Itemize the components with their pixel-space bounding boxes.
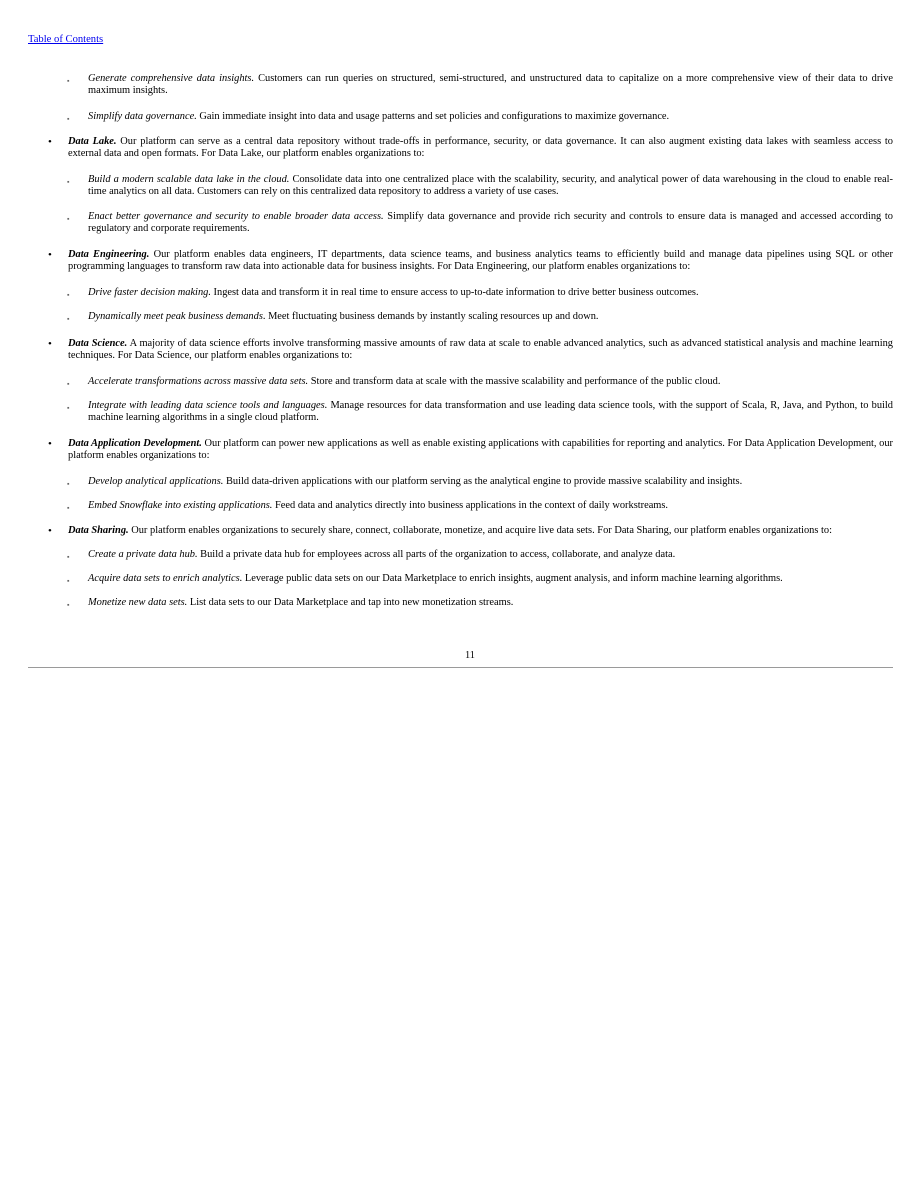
item-lead: Accelerate transformations across massive data sets.	[88, 376, 309, 387]
item-text: List data sets to our Data Marketplace and tap into new monetization streams.	[187, 597, 514, 608]
section-lead: Data Lake.	[68, 136, 117, 147]
sub-bullet-icon: ▪	[67, 215, 70, 223]
item-lead: Generate comprehensive data insights.	[88, 73, 255, 84]
page-divider	[28, 667, 893, 668]
section-lead: Data Application Development.	[68, 438, 202, 449]
list-item	[88, 376, 893, 388]
bullet-icon: •	[48, 525, 52, 537]
section-item	[68, 338, 893, 363]
list-item	[88, 174, 893, 199]
section-item	[68, 136, 893, 161]
item-lead: Build a modern scalable data lake in the cloud.	[88, 174, 290, 185]
table-of-contents-link[interactable]: Table of Contents	[28, 34, 104, 45]
list-item	[88, 476, 893, 488]
sub-bullet-icon: ▪	[67, 480, 70, 488]
section-item	[68, 249, 893, 274]
item-lead: Monetize new data sets.	[88, 597, 188, 608]
item-lead: Simplify data governance.	[88, 111, 197, 122]
sub-bullet-icon: ▪	[67, 577, 70, 585]
list-item	[88, 73, 893, 98]
item-text: Customers can run queries on structured, semi-structured, and unstructured data to capitalize on a more comprehensive view of their data to drive maximum insights.	[88, 73, 893, 97]
list-item	[88, 500, 893, 512]
list-item	[88, 211, 893, 236]
item-text: . Meet fluctuating business demands by instantly scaling resources up and down.	[262, 311, 599, 322]
item-text: Manage resources for data transformation and use leading data science tools, with the support of Scala, R, Java, and Python, to build machine learning algorithms in a single cloud platform.	[88, 400, 893, 424]
sub-bullet-icon: ▪	[67, 115, 70, 123]
section-text: Our platform enables organizations to securely share, connect, collaborate, monetize, and acquire live data sets. For Data Sharing, our platform enables organizations to:	[128, 525, 832, 536]
item-lead: Drive faster decision making.	[88, 287, 211, 298]
section-item	[68, 525, 893, 537]
sub-bullet-icon: ▪	[67, 178, 70, 186]
bullet-icon: •	[48, 438, 52, 450]
sub-bullet-icon: ▪	[67, 504, 70, 512]
bullet-icon: •	[48, 338, 52, 350]
list-item	[88, 400, 893, 425]
item-text: Store and transform data at scale with the massive scalability and performance of the public cloud.	[308, 376, 721, 387]
list-item	[88, 573, 893, 585]
list-item	[88, 311, 893, 323]
item-text: Build data-driven applications with our platform serving as the analytical engine to provide massive scalability and insights.	[223, 476, 743, 487]
sub-bullet-icon: ▪	[67, 553, 70, 561]
sub-bullet-icon: ▪	[67, 315, 70, 323]
section-text: Our platform enables data engineers, IT departments, data science teams, and business analytics teams to efficiently build and manage data pipelines using SQL or other programming languages to transform raw data into actionable data for business insights. For Data Engineering, our platform enables organizations to:	[68, 249, 893, 273]
item-text: Leverage public data sets on our Data Marketplace to enrich insights, augment analysis, and inform machine learning algorithms.	[242, 573, 783, 584]
section-text: Our platform can serve as a central data repository without trade-offs in performance, security, or data governance. It can also augment existing data lakes with seamless access to external data and open formats. For Data Lake, our platform enables organizations to:	[68, 136, 893, 160]
section-item	[68, 438, 893, 463]
section-lead: Data Science.	[68, 338, 128, 349]
sub-bullet-icon: ▪	[67, 291, 70, 299]
section-lead: Data Sharing.	[68, 525, 129, 536]
item-lead: Enact better governance and security to enable broader data access.	[88, 211, 384, 222]
section-lead: Data Engineering.	[68, 249, 150, 260]
sub-bullet-icon: ▪	[67, 380, 70, 388]
item-lead: Integrate with leading data science tools and languages.	[88, 400, 328, 411]
sub-bullet-icon: ▪	[67, 404, 70, 412]
page-number: 11	[464, 650, 475, 661]
item-lead: Dynamically meet peak business demands	[88, 311, 263, 322]
item-lead: Embed Snowflake into existing applications.	[88, 500, 273, 511]
list-item	[88, 287, 893, 299]
item-lead: Acquire data sets to enrich analytics.	[88, 573, 243, 584]
list-item	[88, 111, 893, 123]
item-text: Feed data and analytics directly into business applications in the context of daily workstreams.	[272, 500, 669, 511]
item-lead: Create a private data hub.	[88, 549, 198, 560]
bullet-icon: •	[48, 249, 52, 261]
item-text: Consolidate data into one centralized place with the scalability, security, and analytical power of data warehousing in the cloud to enable real-time analytics on all data. Customers can rely on this centralized data repository to address a variety of use cases.	[88, 174, 893, 198]
sub-bullet-icon: ▪	[67, 601, 70, 609]
item-text: Simplify data governance and provide rich security and controls to ensure data is managed and accessed according to regulatory and corporate requirements.	[88, 211, 894, 235]
list-item	[88, 597, 893, 609]
bullet-icon: •	[48, 136, 52, 148]
item-text: Build a private data hub for employees across all parts of the organization to access, collaborate, and analyze data.	[197, 549, 676, 560]
item-text: Ingest data and transform it in real time to ensure access to up-to-date information to drive better business outcomes.	[210, 287, 699, 298]
item-text: Gain immediate insight into data and usage patterns and set policies and configurations to maximize governance.	[196, 111, 670, 122]
sub-bullet-icon: ▪	[67, 77, 70, 85]
list-item	[88, 549, 893, 561]
section-text: A majority of data science efforts involve transforming massive amounts of raw data at scale to enable advanced analytics, such as advanced statistical analysis and machine learning techniques. For Data Science, our platform enables organizations to:	[68, 338, 893, 362]
item-lead: Develop analytical applications.	[88, 476, 224, 487]
section-text: Our platform can power new applications as well as enable existing applications with capabilities for reporting and analytics. For Data Application Development, our platform enables organizations to:	[68, 438, 893, 462]
